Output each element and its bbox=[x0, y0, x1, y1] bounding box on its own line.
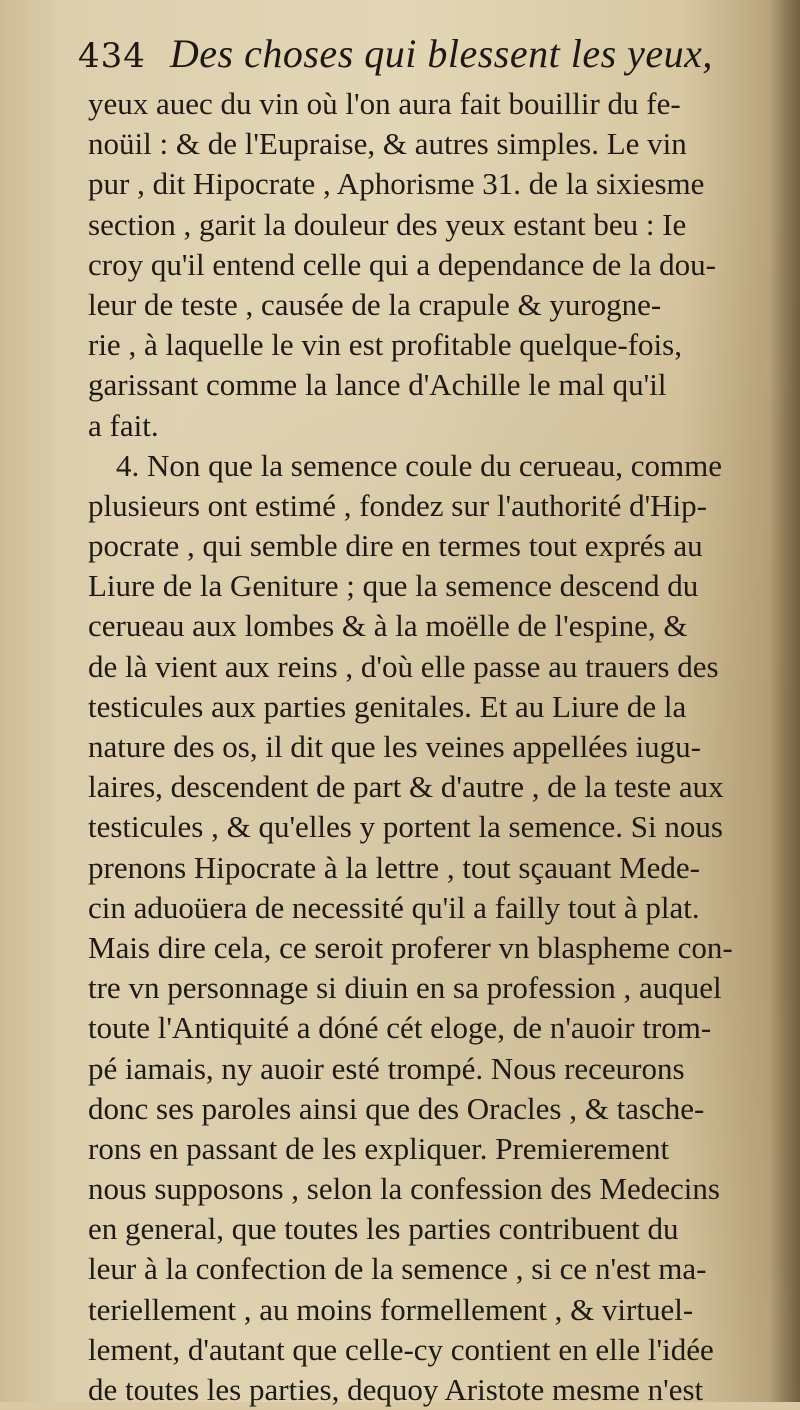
text-line: garissant comme la lance d'Achille le mal qu'il bbox=[88, 367, 667, 403]
page-edge-shadow bbox=[770, 0, 800, 1402]
text-line: rons en passant de les expliquer. Premierement bbox=[88, 1130, 670, 1166]
text-line: de toutes les parties, dequoy Aristote mesme n'est bbox=[88, 1372, 704, 1407]
text-line: yeux auec du vin où l'on aura fait bouillir du fe- bbox=[88, 86, 681, 121]
paragraph-start-line: 4. Non que la semence coule du cerueau, comme bbox=[116, 447, 722, 483]
text-line: nous supposons , selon la confession des Medecins bbox=[88, 1171, 720, 1207]
text-line: Mais dire cela, ce seroit proferer vn blaspheme con- bbox=[88, 929, 733, 965]
text-line: leur de teste , causée de la crapule & yurogne- bbox=[88, 286, 662, 322]
text-line: section , garit la douleur des yeux estant beu : Ie bbox=[88, 206, 687, 242]
text-line: a fait. bbox=[88, 407, 159, 443]
text-line: croy qu'il entend celle qui a dependance de la dou- bbox=[88, 246, 716, 282]
page-header bbox=[78, 30, 718, 92]
text-line: de là vient aux reins , d'où elle passe au trauers des bbox=[88, 648, 719, 684]
text-line: plusieurs ont estimé , fondez sur l'authorité d'Hip- bbox=[88, 487, 707, 523]
text-line: pocrate , qui semble dire en termes tout exprés au bbox=[88, 528, 703, 564]
text-line: pé iamais, ny auoir esté trompé. Nous receurons bbox=[88, 1050, 685, 1086]
text-line: Liure de la Geniture ; que la semence descend du bbox=[88, 568, 699, 604]
text-line: nature des os, il dit que les veines appellées iugu- bbox=[88, 729, 701, 764]
text-line: prenons Hipocrate à la lettre , tout sçauant Mede- bbox=[88, 849, 701, 885]
text-line: testicules aux parties genitales. Et au Liure de la bbox=[88, 688, 687, 724]
text-line: cin aduoüera de necessité qu'il a failly tout à plat. bbox=[88, 889, 700, 925]
text-line: laires, descendent de part & d'autre , de la teste aux bbox=[88, 769, 724, 805]
text-line: testicules , & qu'elles y portent la semence. Si nous bbox=[88, 809, 723, 845]
text-line: noüil : & de l'Eupraise, & autres simples. Le vin bbox=[88, 126, 687, 162]
text-line: toute l'Antiquité a dóné cét eloge, de n'auoir trom- bbox=[88, 1010, 712, 1046]
text-line: leur à la confection de la semence , si ce n'est ma- bbox=[88, 1251, 707, 1287]
text-line: teriellement , au moins formellement , & virtuel- bbox=[88, 1291, 694, 1327]
text-line: pur , dit Hipocrate , Aphorisme 31. de la sixiesme bbox=[88, 166, 705, 202]
text-line: tre vn personnage si diuin en sa profession , auquel bbox=[88, 970, 722, 1006]
text-line: donc ses paroles ainsi que des Oracles , & tasche- bbox=[88, 1090, 705, 1126]
text-line: rie , à laquelle le vin est profitable quelque-fois, bbox=[88, 327, 682, 363]
running-head: Des choses qui blessent les yeux, bbox=[169, 31, 713, 76]
text-line: lement, d'autant que celle-cy contient en elle l'idée bbox=[88, 1331, 714, 1367]
body-text bbox=[88, 84, 768, 1410]
text-line: cerueau aux lombes & à la moëlle de l'espine, & bbox=[88, 608, 688, 644]
text-line: en general, que toutes les parties contribuent du bbox=[88, 1211, 679, 1247]
page-number: 434 bbox=[78, 36, 146, 76]
